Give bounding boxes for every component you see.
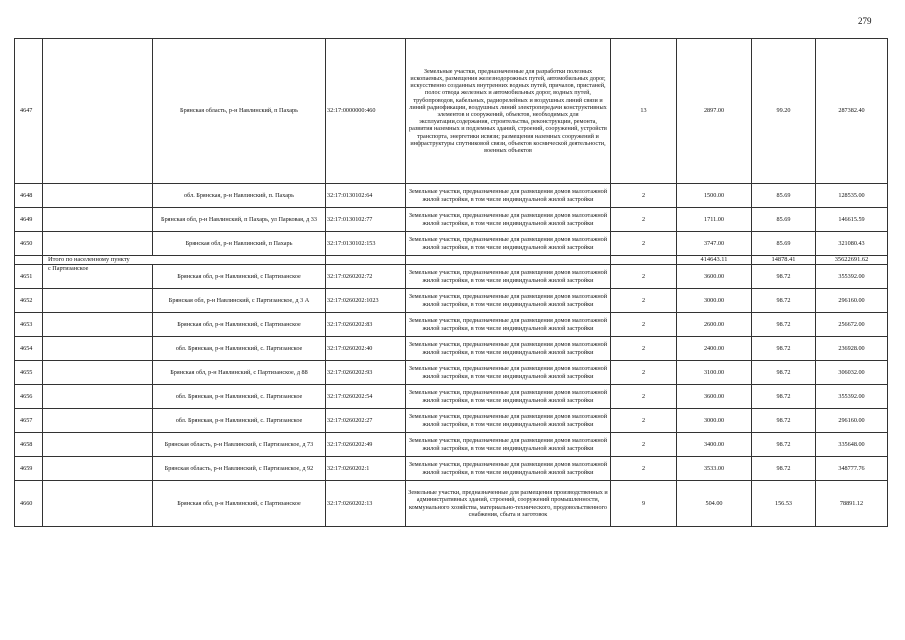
specific-cost-cell: 98.72: [752, 337, 816, 361]
settlement-cell: с Партизанское: [43, 265, 153, 289]
group-cell: 2: [611, 313, 677, 337]
area-cell: 2897.00: [677, 39, 752, 184]
total-label: Итого по населенному пункту: [43, 256, 326, 265]
row-id: 4650: [15, 232, 43, 256]
settlement-cell: [43, 457, 153, 481]
cadastre-number-cell: 32:17:0260202:1023: [326, 289, 406, 313]
land-category-cell: Земельные участки, предназначенные для размещения домов малоэтажной жилой застройки, в том числе индивидуальной жилой застройки: [406, 409, 611, 433]
table-row: [15, 184, 888, 208]
land-category-cell: Земельные участки, предназначенные для размещения домов малоэтажной жилой застройки, в том числе индивидуальной жилой застройки: [406, 265, 611, 289]
specific-cost-cell: 98.72: [752, 313, 816, 337]
row-id: 4652: [15, 289, 43, 313]
specific-cost-cell: 85.69: [752, 232, 816, 256]
group-cell: 2: [611, 457, 677, 481]
settlement-cell: [43, 337, 153, 361]
settlement-cell: [43, 184, 153, 208]
area-cell: 3400.00: [677, 433, 752, 457]
table-row: [15, 481, 888, 527]
group-cell: 2: [611, 337, 677, 361]
cadastre-number-cell: 32:17:0260202:13: [326, 481, 406, 527]
total-empty: [406, 256, 611, 265]
settlement-cell: [43, 289, 153, 313]
row-id: 4647: [15, 39, 43, 184]
cadastral-cost-cell: 335648.00: [816, 433, 888, 457]
row-id: 4655: [15, 361, 43, 385]
group-cell: 2: [611, 208, 677, 232]
group-cell: 2: [611, 409, 677, 433]
table-row: [15, 409, 888, 433]
total-row: [15, 256, 888, 265]
cadastral-cost-cell: 78891.12: [816, 481, 888, 527]
cadastre-number-cell: 32:17:0260202:27: [326, 409, 406, 433]
address-cell: Брянская обл, р-н Навлинский, п Пахарь, ул Парковая, д 33: [153, 208, 326, 232]
specific-cost-cell: 85.69: [752, 184, 816, 208]
land-category-cell: Земельные участки, предназначенные для размещения домов малоэтажной жилой застройки, в том числе индивидуальной жилой застройки: [406, 385, 611, 409]
table-row: [15, 385, 888, 409]
table-row: [15, 337, 888, 361]
cadastral-cost-cell: 355392.00: [816, 385, 888, 409]
table-row: [15, 208, 888, 232]
address-cell: Брянская область, р-н Навлинский, п Пахарь: [153, 39, 326, 184]
land-cadastre-table: [14, 38, 888, 527]
group-cell: 9: [611, 481, 677, 527]
cadastre-number-cell: 32:17:0260202:93: [326, 361, 406, 385]
specific-cost-cell: 98.72: [752, 457, 816, 481]
table-row: [15, 361, 888, 385]
cadastre-number-cell: 32:17:0260202:72: [326, 265, 406, 289]
area-cell: 2400.00: [677, 337, 752, 361]
area-cell: 3000.00: [677, 289, 752, 313]
table-row: [15, 289, 888, 313]
row-id: 4649: [15, 208, 43, 232]
group-cell: 2: [611, 433, 677, 457]
row-id: 4657: [15, 409, 43, 433]
cadastre-number-cell: 32:17:0260202:54: [326, 385, 406, 409]
table-row: [15, 457, 888, 481]
settlement-cell: [43, 433, 153, 457]
group-cell: 2: [611, 361, 677, 385]
total-empty: [326, 256, 406, 265]
cadastral-cost-cell: 348777.76: [816, 457, 888, 481]
row-id: 4656: [15, 385, 43, 409]
settlement-cell: [43, 481, 153, 527]
area-cell: 1711.00: [677, 208, 752, 232]
group-cell: 2: [611, 385, 677, 409]
address-cell: Брянская обл, р-н Навлинский, п Пахарь: [153, 232, 326, 256]
cadastral-cost-cell: 128535.00: [816, 184, 888, 208]
land-category-cell: Земельные участки, предназначенные для разработки полезных ископаемых, размещения железнодорожных путей, автомобильных дорог, искусственно созданных внутренних водных путей, причалов, пристаней, полос отвода железных и автомобильных дорог, водных путей, трубопроводов, кабельных, радиорелейных и воздушных линий связи и линий радиофикации, воздушных линий электропередачи конструктивных элементов и сооружений, объектов, необходимых для эксплуатации,содержания, строительства, реконструкции, ремонта, развития наземных и подземных зданий, строений, сооружений, устройств транспорта, энергетики исвязи; размещения наземных сооружений и инфраструктуры спутниковой связи, объектов космической деятельности, военных объектов: [406, 39, 611, 184]
specific-cost-cell: 98.72: [752, 433, 816, 457]
cadastral-cost-cell: 355392.00: [816, 265, 888, 289]
address-cell: Брянская обл, р-н Навлинский, с Партизанское: [153, 313, 326, 337]
cadastre-number-cell: 32:17:0130102:77: [326, 208, 406, 232]
row-id: 4659: [15, 457, 43, 481]
table-row: [15, 265, 888, 289]
land-category-cell: Земельные участки, предназначенные для размещения домов малоэтажной жилой застройки, в том числе индивидуальной жилой застройки: [406, 457, 611, 481]
group-cell: 2: [611, 289, 677, 313]
address-cell: Брянская обл, р-н Навлинский, с Партизанское, д 3 А: [153, 289, 326, 313]
area-cell: 1500.00: [677, 184, 752, 208]
address-cell: обл. Брянская, р-н Навлинский, с. Партизанское: [153, 337, 326, 361]
total-cost: 35622691.62: [816, 256, 888, 265]
total-specific-cost: 14878.41: [752, 256, 816, 265]
cadastre-number-cell: 32:17:0260202:83: [326, 313, 406, 337]
address-cell: Брянская обл, р-н Навлинский, с Партизанское, д 88: [153, 361, 326, 385]
area-cell: 2600.00: [677, 313, 752, 337]
cadastre-number-cell: 32:17:0260202:1: [326, 457, 406, 481]
table-row: [15, 39, 888, 184]
land-category-cell: Земельные участки, предназначенные для размещения домов малоэтажной жилой застройки, в том числе индивидуальной жилой застройки: [406, 433, 611, 457]
page-number: 279: [858, 16, 872, 26]
address-cell: обл. Брянская, р-н Навлинский, с. Партизанское: [153, 385, 326, 409]
address-cell: обл. Брянская, р-н Навлинский, с. Партизанское: [153, 409, 326, 433]
cadastral-cost-cell: 296160.00: [816, 289, 888, 313]
settlement-cell: [43, 361, 153, 385]
specific-cost-cell: 85.69: [752, 208, 816, 232]
address-cell: Брянская обл, р-н Навлинский, с Партизанское: [153, 481, 326, 527]
row-id: 4660: [15, 481, 43, 527]
area-cell: 3600.00: [677, 265, 752, 289]
row-id: 4653: [15, 313, 43, 337]
row-id: 4651: [15, 265, 43, 289]
specific-cost-cell: 98.72: [752, 289, 816, 313]
cadastre-number-cell: 32:17:0000000:460: [326, 39, 406, 184]
specific-cost-cell: 98.72: [752, 265, 816, 289]
cadastre-number-cell: 32:17:0260202:40: [326, 337, 406, 361]
row-id: 4658: [15, 433, 43, 457]
area-cell: 504.00: [677, 481, 752, 527]
land-category-cell: Земельные участки, предназначенные для размещения домов малоэтажной жилой застройки, в том числе индивидуальной жилой застройки: [406, 289, 611, 313]
row-id: 4654: [15, 337, 43, 361]
area-cell: 3533.00: [677, 457, 752, 481]
specific-cost-cell: 98.72: [752, 409, 816, 433]
settlement-cell: [43, 409, 153, 433]
area-cell: 3600.00: [677, 385, 752, 409]
table-row: [15, 232, 888, 256]
group-cell: 2: [611, 265, 677, 289]
address-cell: Брянская обл, р-н Навлинский, с Партизанское: [153, 265, 326, 289]
settlement-cell: [43, 208, 153, 232]
land-category-cell: Земельные участки, предназначенные для размещения домов малоэтажной жилой застройки, в том числе индивидуальной жилой застройки: [406, 337, 611, 361]
settlement-cell: [43, 313, 153, 337]
cadastral-cost-cell: 306032.00: [816, 361, 888, 385]
land-category-cell: Земельные участки, предназначенные для размещения домов малоэтажной жилой застройки, в том числе индивидуальной жилой застройки: [406, 313, 611, 337]
group-cell: 13: [611, 39, 677, 184]
land-category-cell: Земельные участки, предназначенные для размещения домов малоэтажной жилой застройки, в том числе индивидуальной жилой застройки: [406, 208, 611, 232]
table-row: [15, 433, 888, 457]
group-cell: 2: [611, 232, 677, 256]
area-cell: 3000.00: [677, 409, 752, 433]
land-category-cell: Земельные участки, предназначенные для размещения производственных и административных зданий, строений, сооружений промышленности, коммунального хозяйства, материально-технического, продовольственного снабжения, сбыта и заготовок: [406, 481, 611, 527]
settlement-cell: [43, 39, 153, 184]
settlement-cell: [43, 385, 153, 409]
land-category-cell: Земельные участки, предназначенные для размещения домов малоэтажной жилой застройки, в том числе индивидуальной жилой застройки: [406, 184, 611, 208]
address-cell: Брянская область, р-н Навлинский, с Партизанское, д 73: [153, 433, 326, 457]
cadastral-cost-cell: 256672.00: [816, 313, 888, 337]
cadastral-cost-cell: 321080.43: [816, 232, 888, 256]
group-cell: 2: [611, 184, 677, 208]
cadastral-cost-cell: 236928.00: [816, 337, 888, 361]
specific-cost-cell: 156.53: [752, 481, 816, 527]
total-empty: [15, 256, 43, 265]
total-area: 414643.11: [677, 256, 752, 265]
cadastre-number-cell: 32:17:0130102:64: [326, 184, 406, 208]
cadastre-number-cell: 32:17:0130102:153: [326, 232, 406, 256]
cadastral-cost-cell: 146615.59: [816, 208, 888, 232]
address-cell: Брянская область, р-н Навлинский, с Партизанское, д 92: [153, 457, 326, 481]
address-cell: обл. Брянская, р-н Навлинский, п. Пахарь: [153, 184, 326, 208]
cadastre-number-cell: 32:17:0260202:49: [326, 433, 406, 457]
total-empty: [611, 256, 677, 265]
specific-cost-cell: 98.72: [752, 361, 816, 385]
land-category-cell: Земельные участки, предназначенные для размещения домов малоэтажной жилой застройки, в том числе индивидуальной жилой застройки: [406, 361, 611, 385]
area-cell: 3747.00: [677, 232, 752, 256]
cadastral-cost-cell: 287382.40: [816, 39, 888, 184]
area-cell: 3100.00: [677, 361, 752, 385]
land-category-cell: Земельные участки, предназначенные для размещения домов малоэтажной жилой застройки, в том числе индивидуальной жилой застройки: [406, 232, 611, 256]
table-row: [15, 313, 888, 337]
specific-cost-cell: 98.72: [752, 385, 816, 409]
specific-cost-cell: 99.20: [752, 39, 816, 184]
row-id: 4648: [15, 184, 43, 208]
cadastral-cost-cell: 296160.00: [816, 409, 888, 433]
settlement-cell: [43, 232, 153, 256]
